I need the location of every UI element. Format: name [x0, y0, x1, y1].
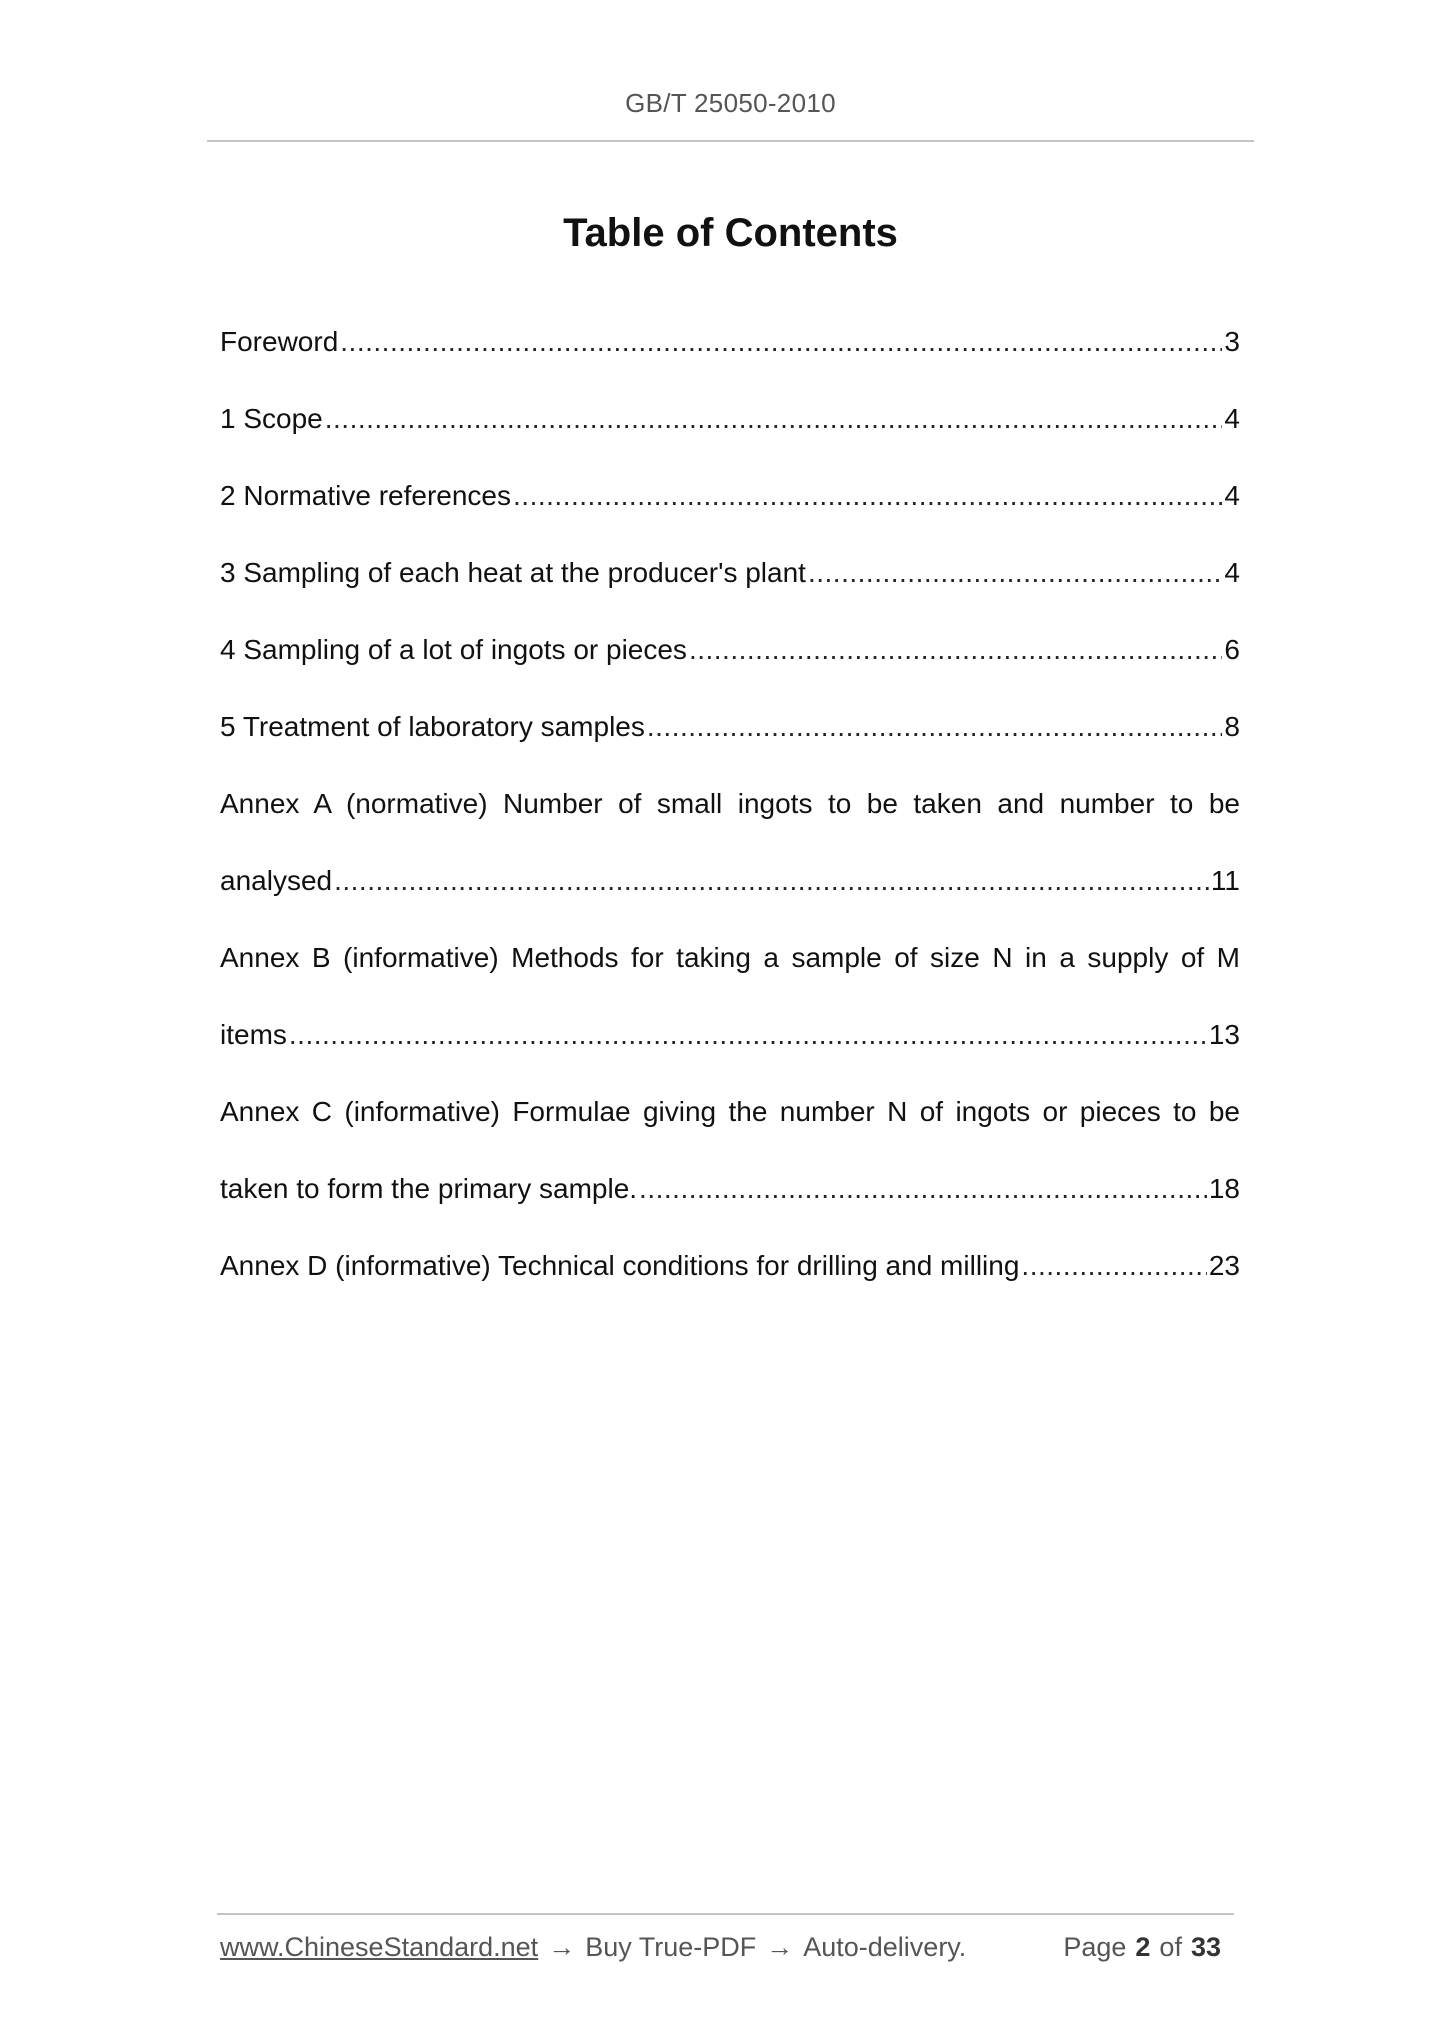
toc-entry-annex-a[interactable]: [220, 765, 1240, 919]
toc-entry-page: 4: [1224, 480, 1240, 511]
running-header: GB/T 25050-2010: [625, 88, 836, 118]
dot-leader: [289, 996, 1207, 1073]
toc-entry-label: 5 Treatment of laboratory samples: [220, 711, 645, 742]
toc-entry-treatment-samples[interactable]: [220, 688, 1240, 765]
toc-entry-label: Annex D (informative) Technical conditions for drilling and milling: [220, 1250, 1020, 1281]
dot-leader: [639, 1150, 1207, 1227]
of-label: of: [1159, 1932, 1182, 1962]
arrow-right-icon: →: [766, 1932, 794, 1962]
current-page-number: 2: [1135, 1932, 1151, 1962]
toc-entry-page: 4: [1224, 557, 1240, 588]
toc-entry-label: 3 Sampling of each heat at the producer's plant: [220, 557, 806, 588]
toc-entry-lead-line: Annex B (informative) Methods for taking a sample of size N in a supply of M: [220, 942, 1240, 973]
header-divider: [207, 140, 1254, 142]
dot-leader: [689, 611, 1222, 688]
toc-entry-page: 11: [1210, 865, 1240, 896]
toc-entry-label: items: [220, 1019, 287, 1050]
toc-entry-scope[interactable]: [220, 380, 1240, 457]
toc-entry-page: 18: [1208, 1173, 1240, 1204]
toc-entry-annex-c[interactable]: [220, 1073, 1240, 1227]
toc-entry-annex-b[interactable]: [220, 919, 1240, 1073]
dot-leader: [325, 380, 1223, 457]
toc-entry-sampling-each-heat[interactable]: [220, 534, 1240, 611]
toc-entry-label: taken to form the primary sample.: [220, 1173, 638, 1204]
website-link[interactable]: www.ChineseStandard.net: [220, 1932, 539, 1962]
toc-entry-label: 1 Scope: [220, 403, 323, 434]
page-label: Page: [1063, 1932, 1127, 1962]
toc-entry-page: 23: [1208, 1250, 1240, 1281]
toc-entry-sampling-lot[interactable]: [220, 611, 1240, 688]
auto-delivery-text: Auto-delivery.: [803, 1932, 967, 1962]
buy-true-pdf-text: Buy True-PDF: [585, 1932, 757, 1962]
toc-entry-lead-line: Annex A (normative) Number of small ingots to be taken and number to be: [220, 788, 1240, 819]
toc-entry-page: 3: [1224, 326, 1240, 357]
dot-leader: [647, 688, 1223, 765]
dot-leader: [808, 534, 1222, 611]
toc-entry-label: 2 Normative references: [220, 480, 512, 511]
toc-entry-normative-references[interactable]: [220, 457, 1240, 534]
toc-entry-lead-line: Annex C (informative) Formulae giving the number N of ingots or pieces to be: [220, 1096, 1240, 1127]
toc-entry-page: 13: [1208, 1019, 1240, 1050]
toc-entry-label: 4 Sampling of a lot of ingots or pieces: [220, 634, 687, 665]
table-of-contents: [220, 303, 1240, 1304]
toc-entry-page: 4: [1224, 403, 1240, 434]
toc-entry-foreword[interactable]: [220, 303, 1240, 380]
toc-entry-page: 8: [1224, 711, 1240, 742]
dot-leader: [340, 303, 1222, 380]
toc-entry-page: 6: [1224, 634, 1240, 665]
toc-entry-annex-d[interactable]: [220, 1227, 1240, 1304]
page-footer: [220, 1932, 1230, 1963]
dot-leader: [513, 457, 1222, 534]
toc-entry-label: Foreword: [220, 326, 339, 357]
footer-divider: [217, 1913, 1234, 1915]
dot-leader: [1021, 1227, 1206, 1304]
toc-entry-label: analysed: [220, 865, 333, 896]
toc-title: Table of Contents: [563, 210, 898, 255]
arrow-right-icon: →: [548, 1932, 576, 1962]
dot-leader: [334, 842, 1209, 919]
total-page-count: 33: [1190, 1932, 1221, 1962]
